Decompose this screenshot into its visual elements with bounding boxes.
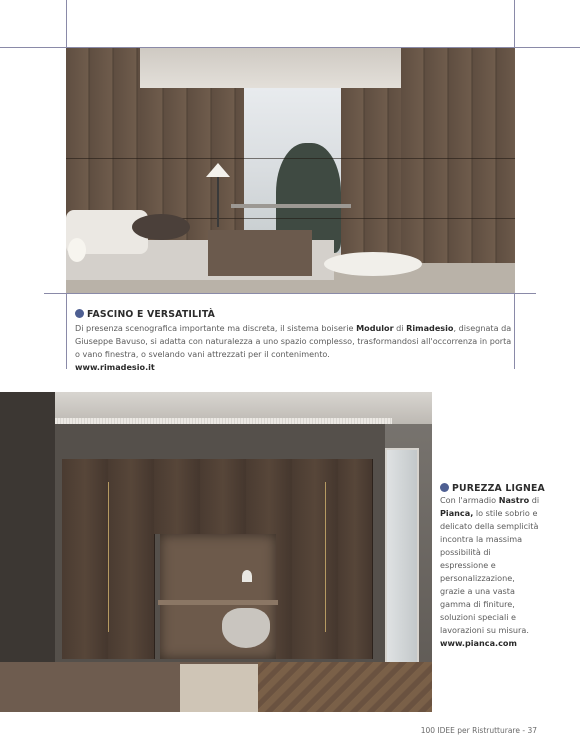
bedside-lamp [68, 238, 86, 262]
top-caption-text-3: , disegnata da Giuseppe Bavuso, si adatta con naturalezza a uno spazio complesso, trasformandosi all'occorrenza in porta o vano finestra, o svelando vani attrezzati per il contenimento. [75, 323, 512, 359]
top-caption-text-1: Di presenza scenografica importante ma discreta, il sistema boiserie [75, 323, 357, 333]
page-footer: 100 IDEE per Ristrutturare - 37 [420, 726, 537, 735]
side-caption-title-text: PUREZZA LIGNEA [452, 483, 545, 494]
wardrobe-door-7 [338, 459, 373, 659]
bedroom-boiserie-photo [66, 48, 515, 293]
chair [222, 608, 270, 648]
caption-left-vertical-rule [66, 293, 67, 369]
fur-rug [324, 252, 422, 276]
side-caption-text-2: di [529, 495, 540, 505]
niche-desk-shelf [158, 600, 278, 605]
desk [231, 204, 351, 208]
bench [180, 664, 258, 712]
side-caption-url-link[interactable]: www.pianca.com [440, 638, 517, 648]
gold-door-handle-2 [325, 482, 326, 632]
top-caption-title [75, 309, 215, 320]
top-caption-brand: Rimadesio [406, 323, 454, 333]
wardrobe-door-2 [108, 459, 155, 659]
wardrobe-door-6 [292, 459, 339, 659]
panel-seam-1 [66, 158, 515, 159]
top-left-vertical-rule [66, 0, 67, 48]
floor-lamp-shade [206, 163, 230, 177]
side-caption-body [440, 494, 540, 650]
gold-door-handle-1 [108, 482, 109, 632]
side-caption-text-3: lo stile sobrio e delicato della semplicità incontra la massima possibilità di espressione e personalizzazione, grazie a una vasta gamma di finiture, soluzioni speciali e lavorazioni su misura. [440, 508, 539, 635]
side-caption-brand: Pianca, [440, 508, 474, 518]
right-wood-wall [401, 48, 515, 293]
caption-horizontal-rule [44, 293, 536, 294]
bullet-icon [75, 309, 84, 318]
top-caption-product: Modulor [356, 323, 394, 333]
floor-lamp-stem [217, 177, 219, 227]
back-wood-wall-right [341, 88, 401, 263]
side-caption-text-1: Con l'armadio [440, 495, 499, 505]
wardrobe-door-1 [62, 459, 109, 659]
top-caption-text-2: di [393, 323, 407, 333]
tall-window [385, 448, 419, 668]
wardrobe-room-photo [0, 392, 432, 712]
top-right-vertical-rule [514, 0, 515, 48]
top-caption-body [75, 322, 515, 374]
side-caption-product: Nastro [498, 495, 530, 505]
desk-lamp [242, 570, 252, 582]
bullet-icon [440, 483, 449, 492]
top-caption-url-link[interactable]: www.rimadesio.it [75, 362, 155, 372]
wardrobe-door-3 [154, 459, 201, 534]
window [244, 88, 341, 253]
bed-throw [208, 230, 312, 276]
wardrobe-door-4 [200, 459, 247, 534]
side-caption-title [440, 483, 545, 494]
top-caption-title-text: FASCINO E VERSATILITÀ [87, 309, 216, 320]
cushion [132, 214, 190, 240]
